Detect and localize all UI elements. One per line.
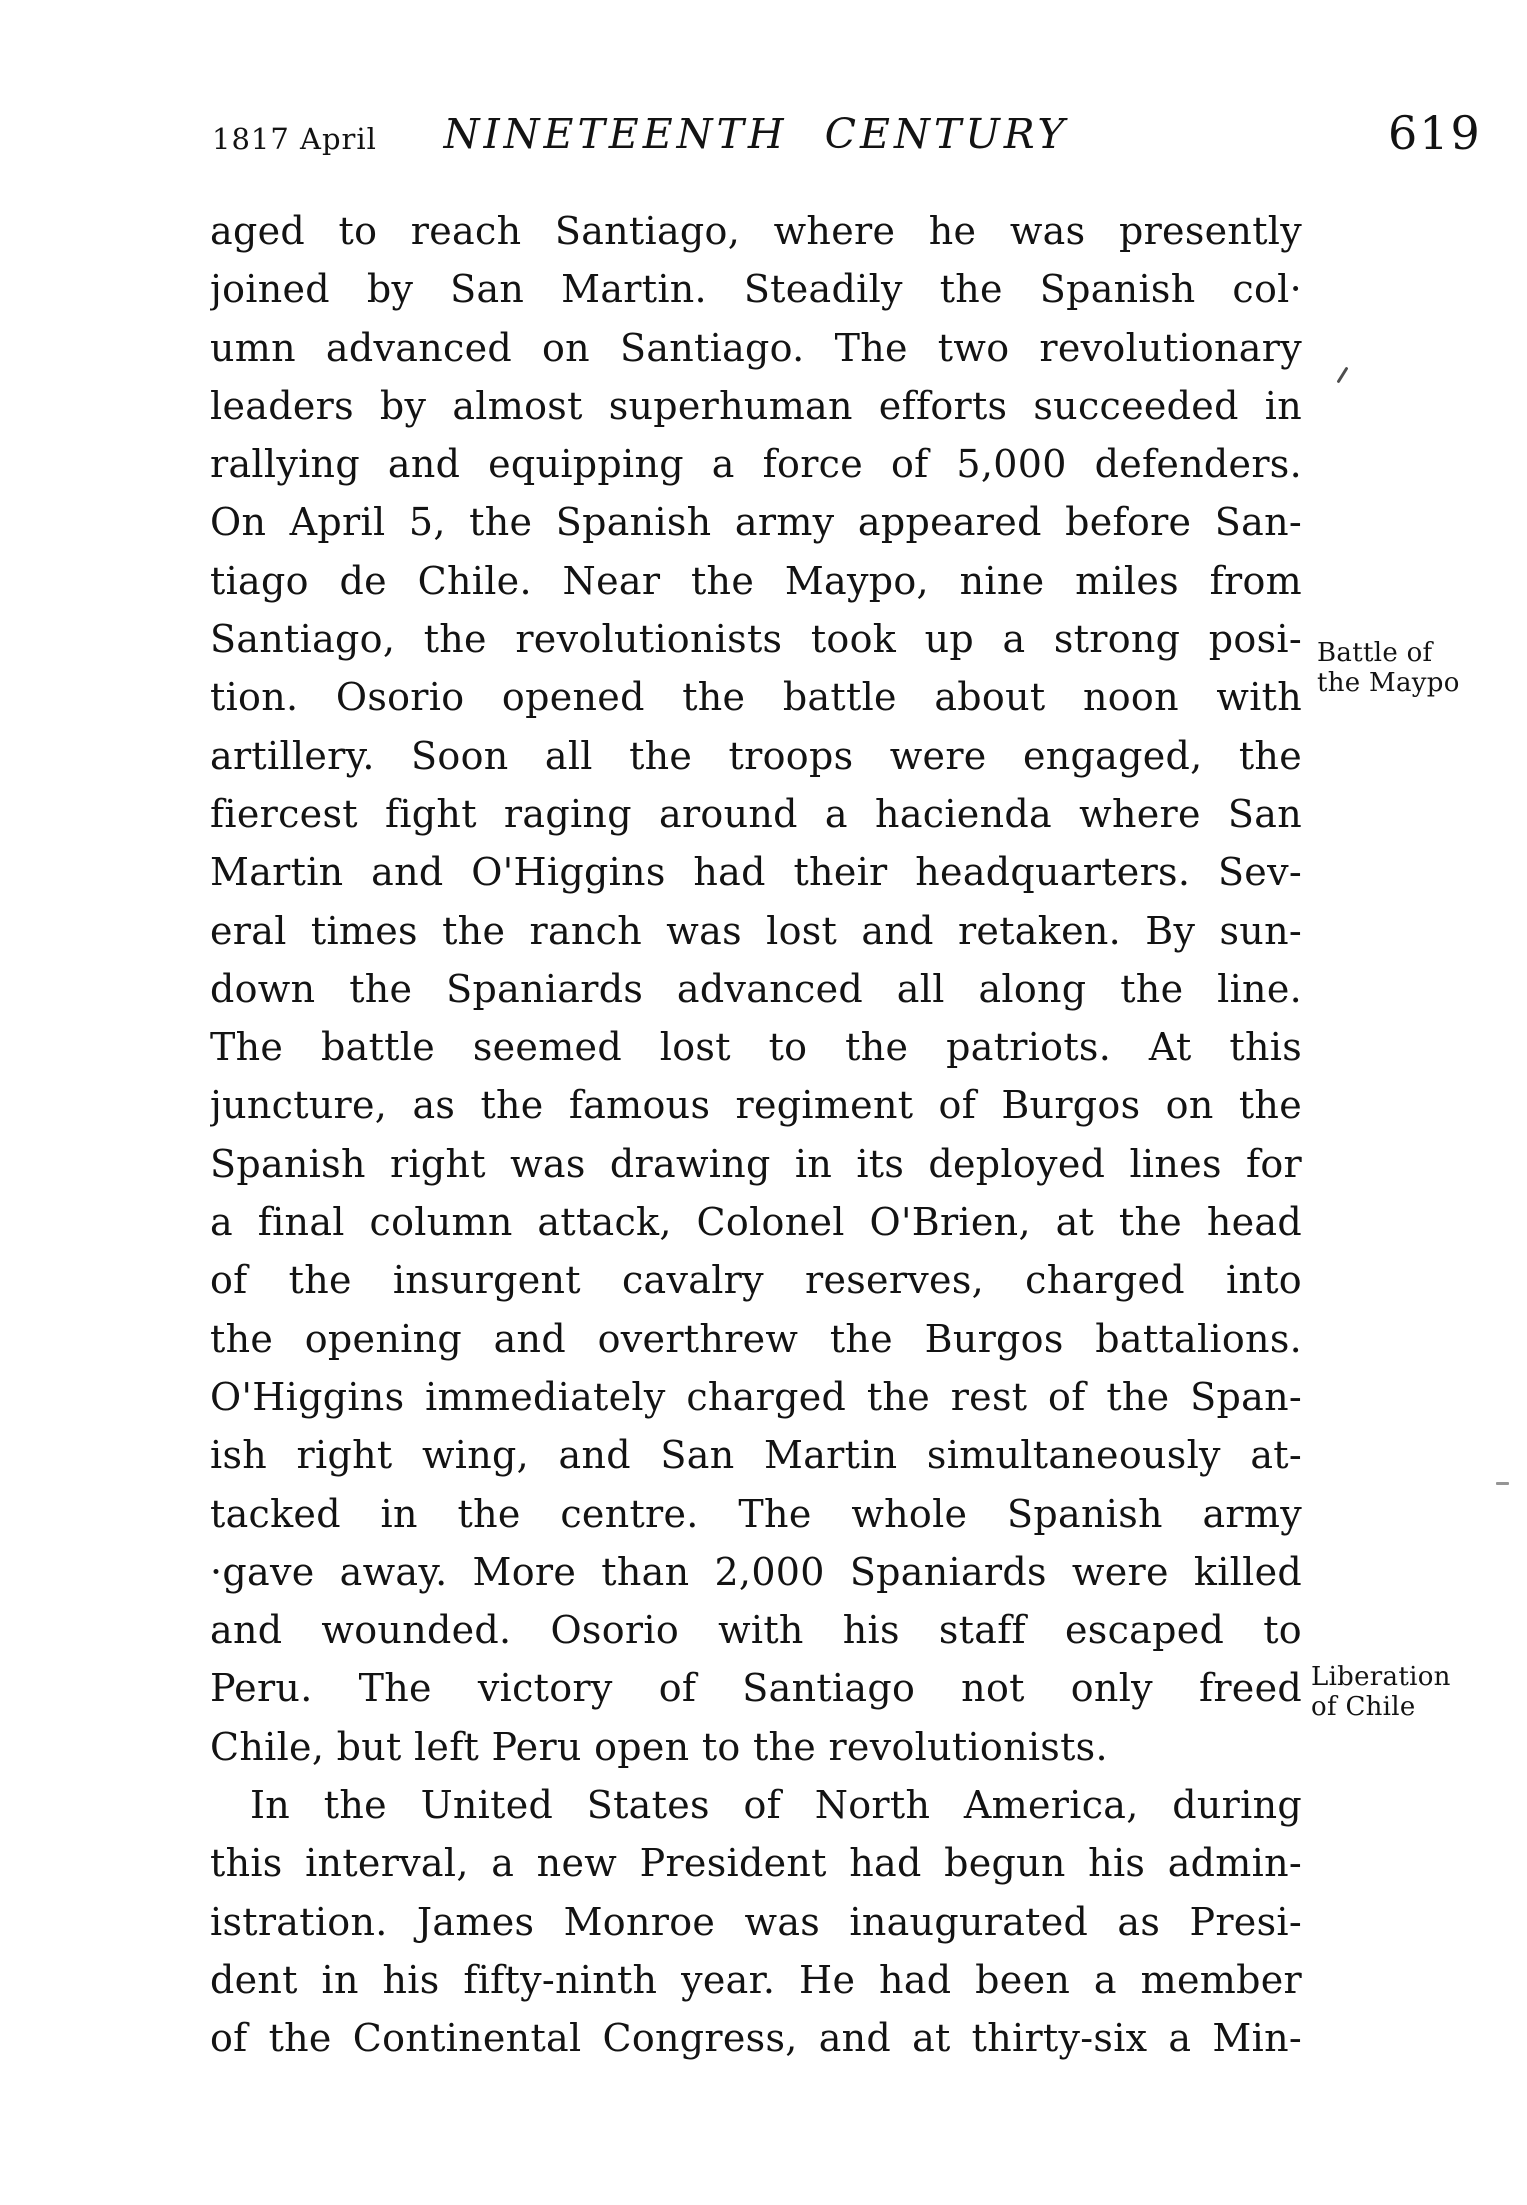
page-number: 619 [1388,106,1482,160]
sidenote-battle-of-the-maypo [1317,639,1460,698]
sidenote-line: Battle of [1317,638,1433,668]
body-line: leaders by almost superhuman efforts succeeded in [210,383,1302,428]
body-line: down the Spaniards advanced all along the line. [210,966,1302,1011]
body-line: rallying and equipping a force of 5,000 defenders. [210,442,1302,487]
body-line: dent in his fifty-ninth year. He had been a member [210,1957,1302,2002]
header-date: 1817 April [212,122,377,156]
body-line: eral times the ranch was lost and retaken. By sun- [210,908,1302,953]
body-line: tacked in the centre. The whole Spanish army [210,1491,1302,1536]
body-line: istration. James Monroe was inaugurated as Presi- [210,1899,1302,1944]
scan-artifact [1336,367,1348,384]
body-line: juncture, as the famous regiment of Burgos on the [210,1083,1302,1128]
body-line: Santiago, the revolutionists took up a strong posi- [210,617,1302,662]
body-line: artillery. Soon all the troops were engaged, the [210,733,1302,778]
body-line: this interval, a new President had begun his admin- [210,1841,1302,1886]
body-line: tiago de Chile. Near the Maypo, nine miles from [210,558,1302,603]
body-line: Spanish right was drawing in its deployed lines for [210,1141,1302,1186]
scan-artifact [1496,1482,1509,1485]
body-line: umn advanced on Santiago. The two revolutionary [210,325,1302,370]
body-line: Peru. The victory of Santiago not only freed [210,1666,1302,1711]
sidenote-line: the Maypo [1317,667,1460,698]
body-line-paragraph-start: In the United States of North America, during [250,1783,1302,1828]
body-line: aged to reach Santiago, where he was presently [210,209,1302,253]
body-line: a final column attack, Colonel O'Brien, at the head [210,1200,1302,1245]
sidenote-line: of Chile [1311,1691,1416,1722]
body-text-column [210,202,1302,2068]
body-line: ·gave away. More than 2,000 Spaniards were killed [210,1549,1302,1594]
body-line: of the Continental Congress, and at thirty-six a Min- [210,2016,1302,2061]
journal-title: NINETEENTH CENTURY [443,110,1069,158]
body-line: On April 5, the Spanish army appeared before San- [210,500,1302,545]
body-line: joined by San Martin. Steadily the Spanish col· [210,267,1302,312]
body-line: and wounded. Osorio with his staff escaped to [210,1608,1302,1653]
body-line: the opening and overthrew the Burgos battalions. [210,1316,1302,1361]
sidenote-liberation-of-chile [1311,1663,1451,1722]
body-line: tion. Osorio opened the battle about noon with [210,675,1302,720]
body-line: O'Higgins immediately charged the rest of the Span- [210,1374,1302,1419]
body-line: The battle seemed lost to the patriots. At this [210,1025,1302,1070]
body-line: fiercest fight raging around a hacienda where San [210,791,1302,836]
body-line: ish right wing, and San Martin simultaneously at- [210,1433,1302,1478]
body-line: Chile, but left Peru open to the revolutionists. [210,1724,1108,1769]
body-line: Martin and O'Higgins had their headquarters. Sev- [210,850,1302,895]
body-line: of the insurgent cavalry reserves, charged into [210,1258,1302,1303]
sidenote-line: Liberation [1311,1662,1451,1692]
